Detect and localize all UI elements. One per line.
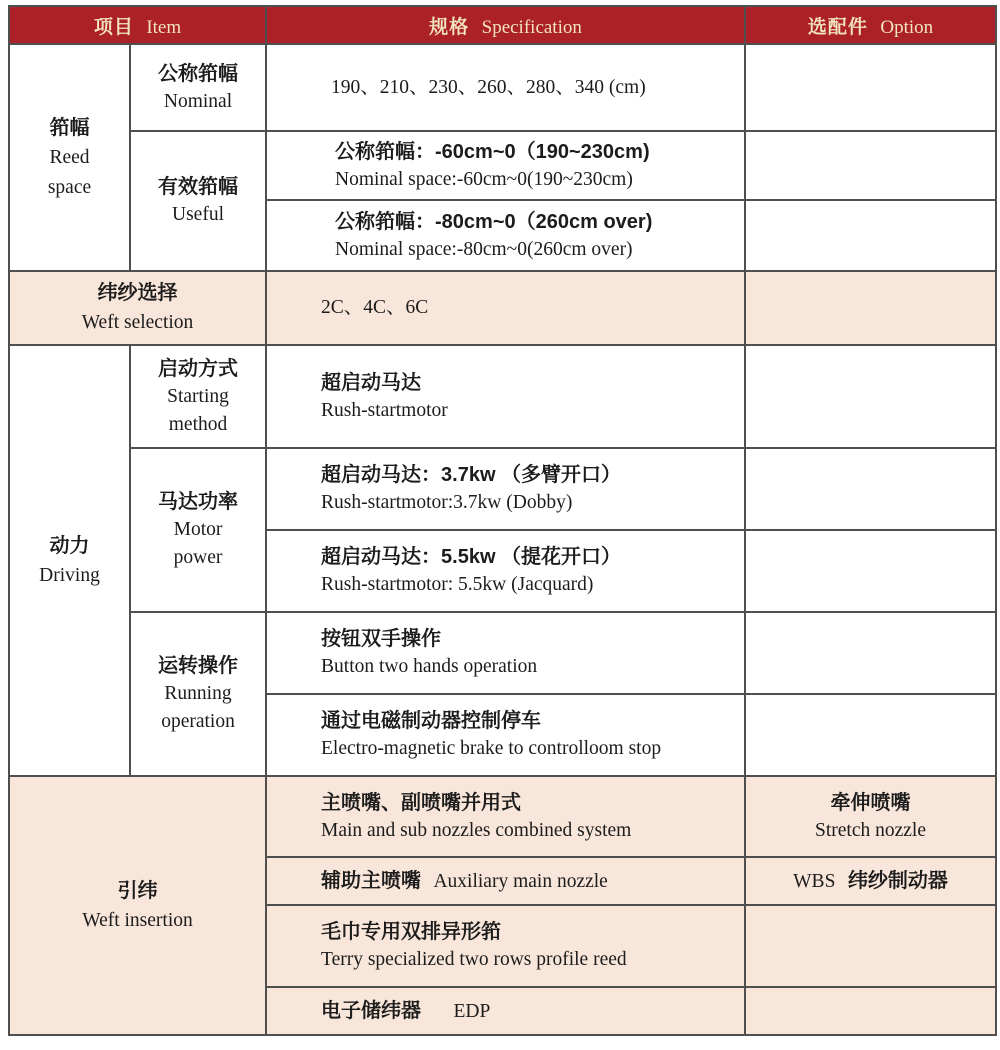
brake-stop-option-cell xyxy=(745,694,996,776)
header-item-label-en: Item xyxy=(146,16,182,38)
running-operation-label-en-1: Running xyxy=(164,683,232,704)
auxiliary-nozzle-spec-en: Auxiliary main nozzle xyxy=(433,870,608,892)
brake-stop-spec-cell xyxy=(266,694,745,776)
wbs-brake-option-cell xyxy=(745,857,996,905)
nominal-option-cell xyxy=(745,44,996,131)
wbs-brake-option-cn: 纬纱制动器 xyxy=(847,869,948,892)
brake-stop-spec-en: Electro-magnetic brake to controlloom stop xyxy=(321,738,662,759)
button-operation-spec-cn: 按钮双手操作 xyxy=(321,628,442,650)
motor-jacquard-spec-cell xyxy=(266,530,745,612)
nominal-spec-value: 190、210、230、260、280、340 (cm) xyxy=(331,76,646,98)
useful-spec-80-cell xyxy=(266,200,745,271)
useful-label-cell xyxy=(130,131,266,271)
terry-reed-spec-en: Terry specialized two rows profile reed xyxy=(321,949,627,970)
row-weft-selection xyxy=(9,271,996,345)
row-main-sub-nozzles xyxy=(9,776,996,857)
reed-space-label-en-1: Reed xyxy=(49,146,90,168)
starting-method-option-cell xyxy=(745,345,996,448)
nominal-label-cell xyxy=(130,44,266,131)
weft-selection-spec-value: 2C、4C、6C xyxy=(321,297,429,318)
running-operation-label-cell xyxy=(130,612,266,776)
main-sub-nozzles-spec-cn: 主喷嘴、副喷嘴并用式 xyxy=(321,791,522,814)
row-useful-60 xyxy=(9,131,996,200)
motor-jacquard-spec-cn: 超启动马达：5.5kw （提花开口） xyxy=(321,546,622,568)
starting-method-spec-cn: 超启动马达 xyxy=(321,371,422,394)
reed-space-group-cell xyxy=(9,44,130,271)
specification-table xyxy=(8,5,997,1036)
useful-60-option-cell xyxy=(745,131,996,200)
button-operation-spec-en: Button two hands operation xyxy=(321,656,538,677)
row-button-operation xyxy=(9,612,996,694)
driving-group-cell xyxy=(9,345,130,776)
wbs-brake-option-en: WBS xyxy=(793,870,836,892)
motor-jacquard-spec-en: Rush-startmotor: 5.5kw (Jacquard) xyxy=(321,574,594,595)
terry-reed-spec-cell xyxy=(266,905,745,987)
reed-space-label-en-2: space xyxy=(47,176,92,198)
weft-selection-spec-cell xyxy=(266,271,745,345)
nominal-label-en: Nominal xyxy=(163,90,233,112)
weft-selection-label-cn: 纬纱选择 xyxy=(97,282,178,304)
terry-reed-spec-cn: 毛巾专用双排异形筘 xyxy=(321,921,502,943)
useful-spec-80-en: Nominal space:-80cm~0(260cm over) xyxy=(335,238,633,260)
running-operation-label-cn: 运转操作 xyxy=(158,655,238,677)
starting-method-label-en-1: Starting xyxy=(167,385,229,407)
edp-spec-en: EDP xyxy=(453,1000,491,1022)
starting-method-label-en-2: method xyxy=(168,413,228,435)
row-starting-method xyxy=(9,345,996,448)
row-motor-dobby xyxy=(9,448,996,530)
header-option-label-en: Option xyxy=(880,16,934,38)
weft-insertion-label-en: Weft insertion xyxy=(82,909,193,931)
motor-dobby-spec-cn: 超启动马达：3.7kw （多臂开口） xyxy=(321,464,622,486)
motor-dobby-spec-en: Rush-startmotor:3.7kw (Dobby) xyxy=(321,492,573,513)
weft-selection-label-en: Weft selection xyxy=(81,312,194,333)
useful-label-cn: 有效筘幅 xyxy=(158,176,238,198)
edp-spec-cn: 电子储纬器 xyxy=(321,999,422,1022)
stretch-nozzle-option-cell xyxy=(745,776,996,857)
row-nominal-reed xyxy=(9,44,996,131)
stretch-nozzle-option-en: Stretch nozzle xyxy=(815,819,927,841)
useful-spec-60-cell xyxy=(266,131,745,200)
weft-selection-label-cell xyxy=(9,271,266,345)
brake-stop-spec-cn: 通过电磁制动器控制停车 xyxy=(321,710,542,732)
button-operation-spec-cell xyxy=(266,612,745,694)
main-sub-nozzles-spec-cell xyxy=(266,776,745,857)
useful-spec-60-en: Nominal space:-60cm~0(190~230cm) xyxy=(335,168,633,190)
useful-spec-60-cn: 公称筘幅：-60cm~0（190~230cm) xyxy=(335,140,650,163)
motor-dobby-option-cell xyxy=(745,448,996,530)
edp-option-cell xyxy=(745,987,996,1035)
weft-insertion-label-cn: 引纬 xyxy=(117,879,158,902)
header-specification-label-cn: 规格 xyxy=(429,16,470,38)
header-specification-cell xyxy=(266,6,745,44)
starting-method-label-cell xyxy=(130,345,266,448)
nominal-spec-cell xyxy=(266,44,745,131)
starting-method-spec-cell xyxy=(266,345,745,448)
motor-power-label-en-1: Motor xyxy=(173,519,223,540)
edp-spec-cell xyxy=(266,987,745,1035)
main-sub-nozzles-spec-en: Main and sub nozzles combined system xyxy=(321,819,632,841)
header-option-cell xyxy=(745,6,996,44)
auxiliary-nozzle-spec-cell xyxy=(266,857,745,905)
motor-jacquard-option-cell xyxy=(745,530,996,612)
motor-dobby-spec-cell xyxy=(266,448,745,530)
motor-power-label-cell xyxy=(130,448,266,612)
weft-insertion-group-cell xyxy=(9,776,266,1035)
useful-spec-80-cn: 公称筘幅：-80cm~0（260cm over) xyxy=(335,210,653,233)
weft-selection-option-cell xyxy=(745,271,996,345)
table-header-row xyxy=(9,6,996,44)
stretch-nozzle-option-cn: 牵伸喷嘴 xyxy=(830,791,911,814)
starting-method-spec-en: Rush-startmotor xyxy=(321,399,448,421)
useful-label-en: Useful xyxy=(172,204,224,225)
motor-power-label-en-2: power xyxy=(173,547,223,568)
driving-label-cn: 动力 xyxy=(49,534,90,557)
useful-80-option-cell xyxy=(745,200,996,271)
starting-method-label-cn: 启动方式 xyxy=(158,357,238,380)
header-item-cell xyxy=(9,6,266,44)
button-operation-option-cell xyxy=(745,612,996,694)
terry-reed-option-cell xyxy=(745,905,996,987)
motor-power-label-cn: 马达功率 xyxy=(158,491,238,513)
header-option-label-cn: 选配件 xyxy=(807,16,868,38)
auxiliary-nozzle-spec-cn: 辅助主喷嘴 xyxy=(321,869,422,892)
nominal-label-cn: 公称筘幅 xyxy=(158,62,238,85)
header-specification-label-en: Specification xyxy=(481,16,582,38)
reed-space-label-cn: 筘幅 xyxy=(49,116,90,139)
running-operation-label-en-2: operation xyxy=(161,711,235,732)
driving-label-en: Driving xyxy=(39,564,100,586)
header-item-label-cn: 项目 xyxy=(93,16,134,38)
